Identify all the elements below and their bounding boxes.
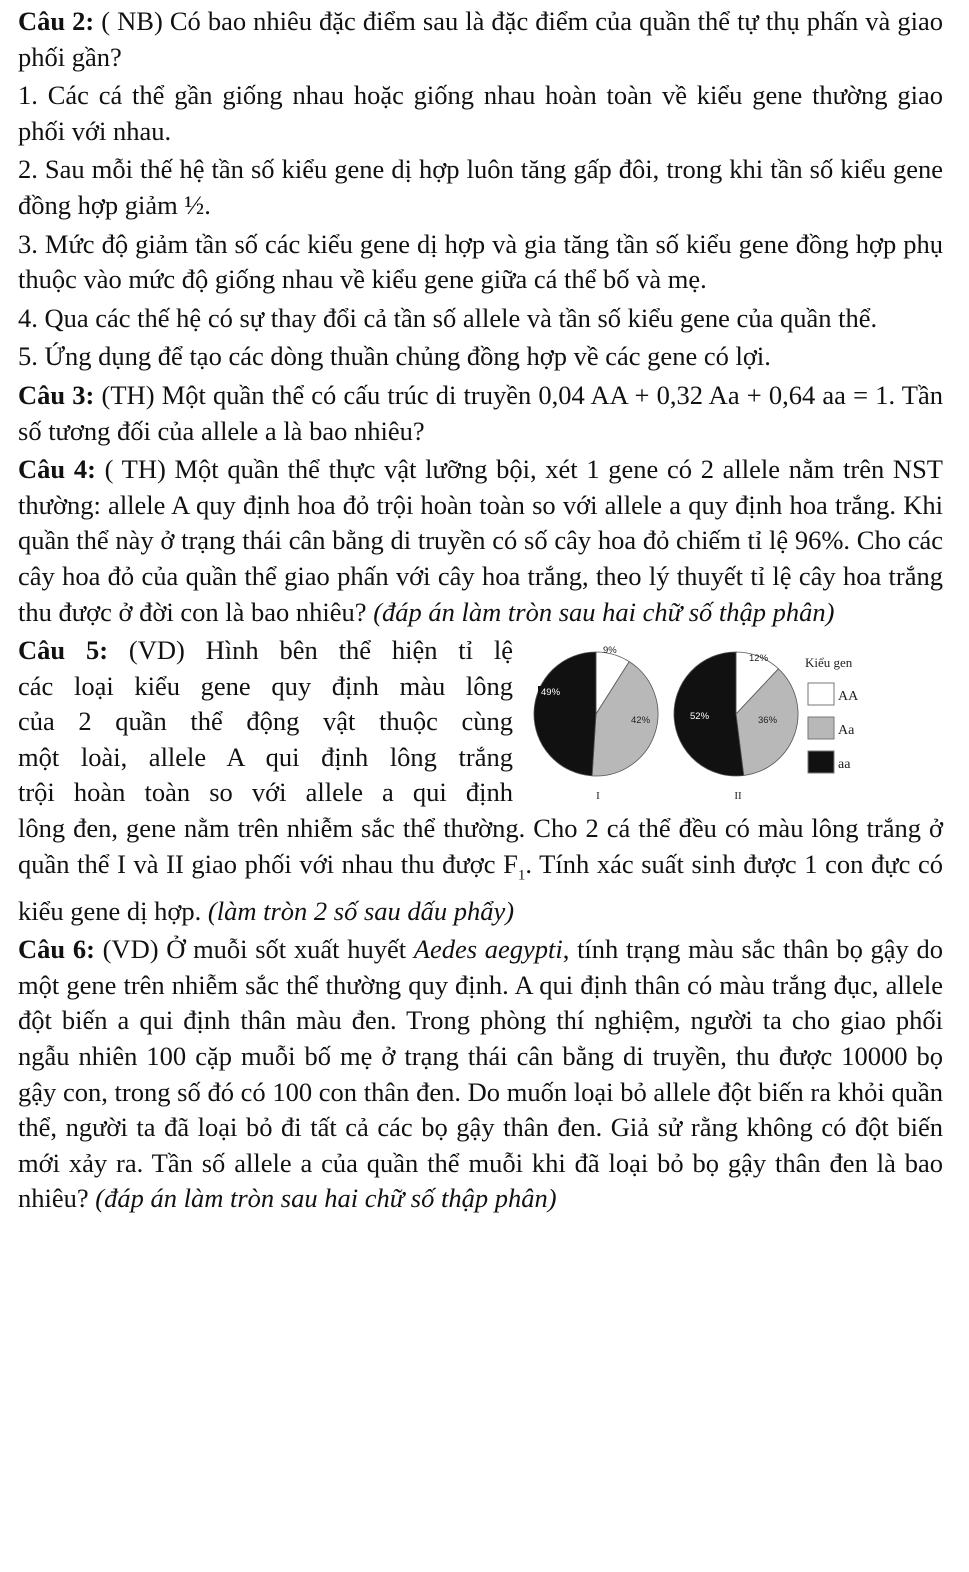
- legend-title: Kiểu gen: [805, 655, 853, 671]
- q2-item-3: 3. Mức độ giảm tần số các kiểu gene dị hợp và gia tăng tần số kiểu gene đồng hợp phụ thuộc vào mức độ giống nhau về kiểu gene giữa cá thể bố và mẹ.: [18, 228, 943, 295]
- q5-rest: lông đen, gene nằm trên nhiễm sắc thể thường. Cho 2 cá thể đều có màu lông trắng ở quần thể I và II giao phối với nhau thu được $F_1$. Tính xác suất sinh được 1 con đực có kiểu gene dị hợp. (làm tròn 2 số sau dấu phẩy): [18, 813, 943, 926]
- legend-swatch-Aa: [808, 717, 834, 739]
- q2-item-2: 2. Sau mỗi thế hệ tần số kiểu gene dị hợp luôn tăng gấp đôi, trong khi tần số kiểu gene đồng hợp giảm ½.: [18, 154, 943, 220]
- legend-label-AA: AA: [838, 689, 859, 705]
- pie-label-I-aa: 49%: [541, 687, 561, 699]
- q2-question: Câu 2: ( NB) Có bao nhiêu đặc điểm sau là đặc điểm của quần thể tự thụ phấn và giao phối gần?: [18, 6, 943, 72]
- pie-slice-I-aa: [534, 652, 596, 776]
- q2-lead: Câu 2:: [18, 6, 95, 36]
- q5-line-1: Câu 5: (VD) Hình bên thể hiện tỉ lệ: [18, 635, 513, 666]
- pie-label-II-AA: 12%: [749, 653, 769, 665]
- q4-question: Câu 4: ( TH) Một quần thể thực vật lưỡng bội, xét 1 gene có 2 allele nằm trên NST thường: allele A quy định hoa đỏ trội hoàn toàn so với allele a quy định hoa trắng. Khi quần thể này ở trạng thái cân bằng di truyền có số cây hoa đỏ chiếm tỉ lệ 96%. Cho các cây hoa đỏ của quần thể giao phấn với cây hoa trắng, theo lý thuyết tỉ lệ cây hoa trắng thu được ở đời con là bao nhiêu? (đáp án làm tròn sau hai chữ số thập phân): [18, 454, 943, 627]
- q5-line-3: của 2 quần thể động vật thuộc cùng: [18, 706, 513, 737]
- pie-label-I-Aa: 42%: [631, 715, 651, 727]
- pie-label-II-aa: 52%: [690, 711, 710, 723]
- legend-swatch-AA: [808, 683, 834, 705]
- q5-note: (làm tròn 2 số sau dấu phẩy): [207, 895, 515, 926]
- q3-lead: Câu 3:: [18, 379, 95, 410]
- pie-label-II-Aa: 36%: [758, 715, 778, 727]
- q2-item-1: 1. Các cá thể gần giống nhau hoặc giống nhau hoàn toàn về kiểu gene thường giao phối với nhau.: [18, 80, 943, 146]
- pie-label-I-AA: 9%: [603, 645, 617, 657]
- pie-chart-svg: [523, 639, 883, 809]
- pie-title-I: I: [596, 790, 600, 803]
- q3-question: Câu 3: (TH) Một quần thể có cấu trúc di truyền 0,04 AA + 0,32 Aa + 0,64 aa = 1. Tần số tương đối của allele a là bao nhiêu?: [18, 379, 943, 446]
- legend-label-aa: aa: [838, 757, 851, 773]
- q5-line-2: các loại kiểu gene quy định màu lông: [18, 670, 513, 701]
- q4-note: (đáp án làm tròn sau hai chữ số thập phân): [373, 596, 835, 627]
- q5-lead: Câu 5:: [18, 635, 109, 666]
- q5-line-4: một loài, allele A qui định lông trắng: [18, 741, 513, 772]
- pie-title-II: II: [734, 790, 742, 803]
- q2-item-5: 5. Ứng dụng để tạo các dòng thuần chủng đồng hợp về các gene có lợi.: [18, 341, 771, 372]
- genotype-pie-chart: [523, 639, 883, 809]
- q6-species: Aedes aegypti: [413, 934, 563, 965]
- legend-label-Aa: Aa: [838, 723, 855, 739]
- q6-question: Câu 6: (VD) Ở muỗi sốt xuất huyết Aedes aegypti, tính trạng màu sắc thân bọ gậy do một gene trên nhiễm sắc thể thường quy định. A qui định thân có màu trắng đục, allele đột biến a qui định thân màu đen. Trong phòng thí nghiệm, người ta cho giao phối ngẫu nhiên 100 cặp muỗi bố mẹ ở trạng thái cân bằng di truyền, thu được 10000 bọ gậy con, trong số đó có 100 con thân đen. Do muốn loại bỏ allele đột biến ra khỏi quần thể, người ta đã loại bỏ đi tất cả các bọ gậy thân đen. Giả sử rằng không có đột biến mới xảy ra. Tần số allele a của quần thể muỗi khi đã loại bỏ bọ gậy thân đen là bao nhiêu? (đáp án làm tròn sau hai chữ số thập phân): [18, 934, 943, 1214]
- q5-block: [18, 633, 943, 929]
- q2-item-4: 4. Qua các thế hệ có sự thay đổi cả tần số allele và tần số kiểu gene của quần thể.: [18, 302, 878, 333]
- q5-line-5: trội hoàn toàn so với allele a qui định: [18, 777, 513, 808]
- legend-swatch-aa: [808, 751, 834, 773]
- q6-note: (đáp án làm tròn sau hai chữ số thập phân): [95, 1183, 557, 1214]
- q4-lead: Câu 4:: [18, 454, 96, 485]
- q6-lead: Câu 6:: [18, 934, 95, 965]
